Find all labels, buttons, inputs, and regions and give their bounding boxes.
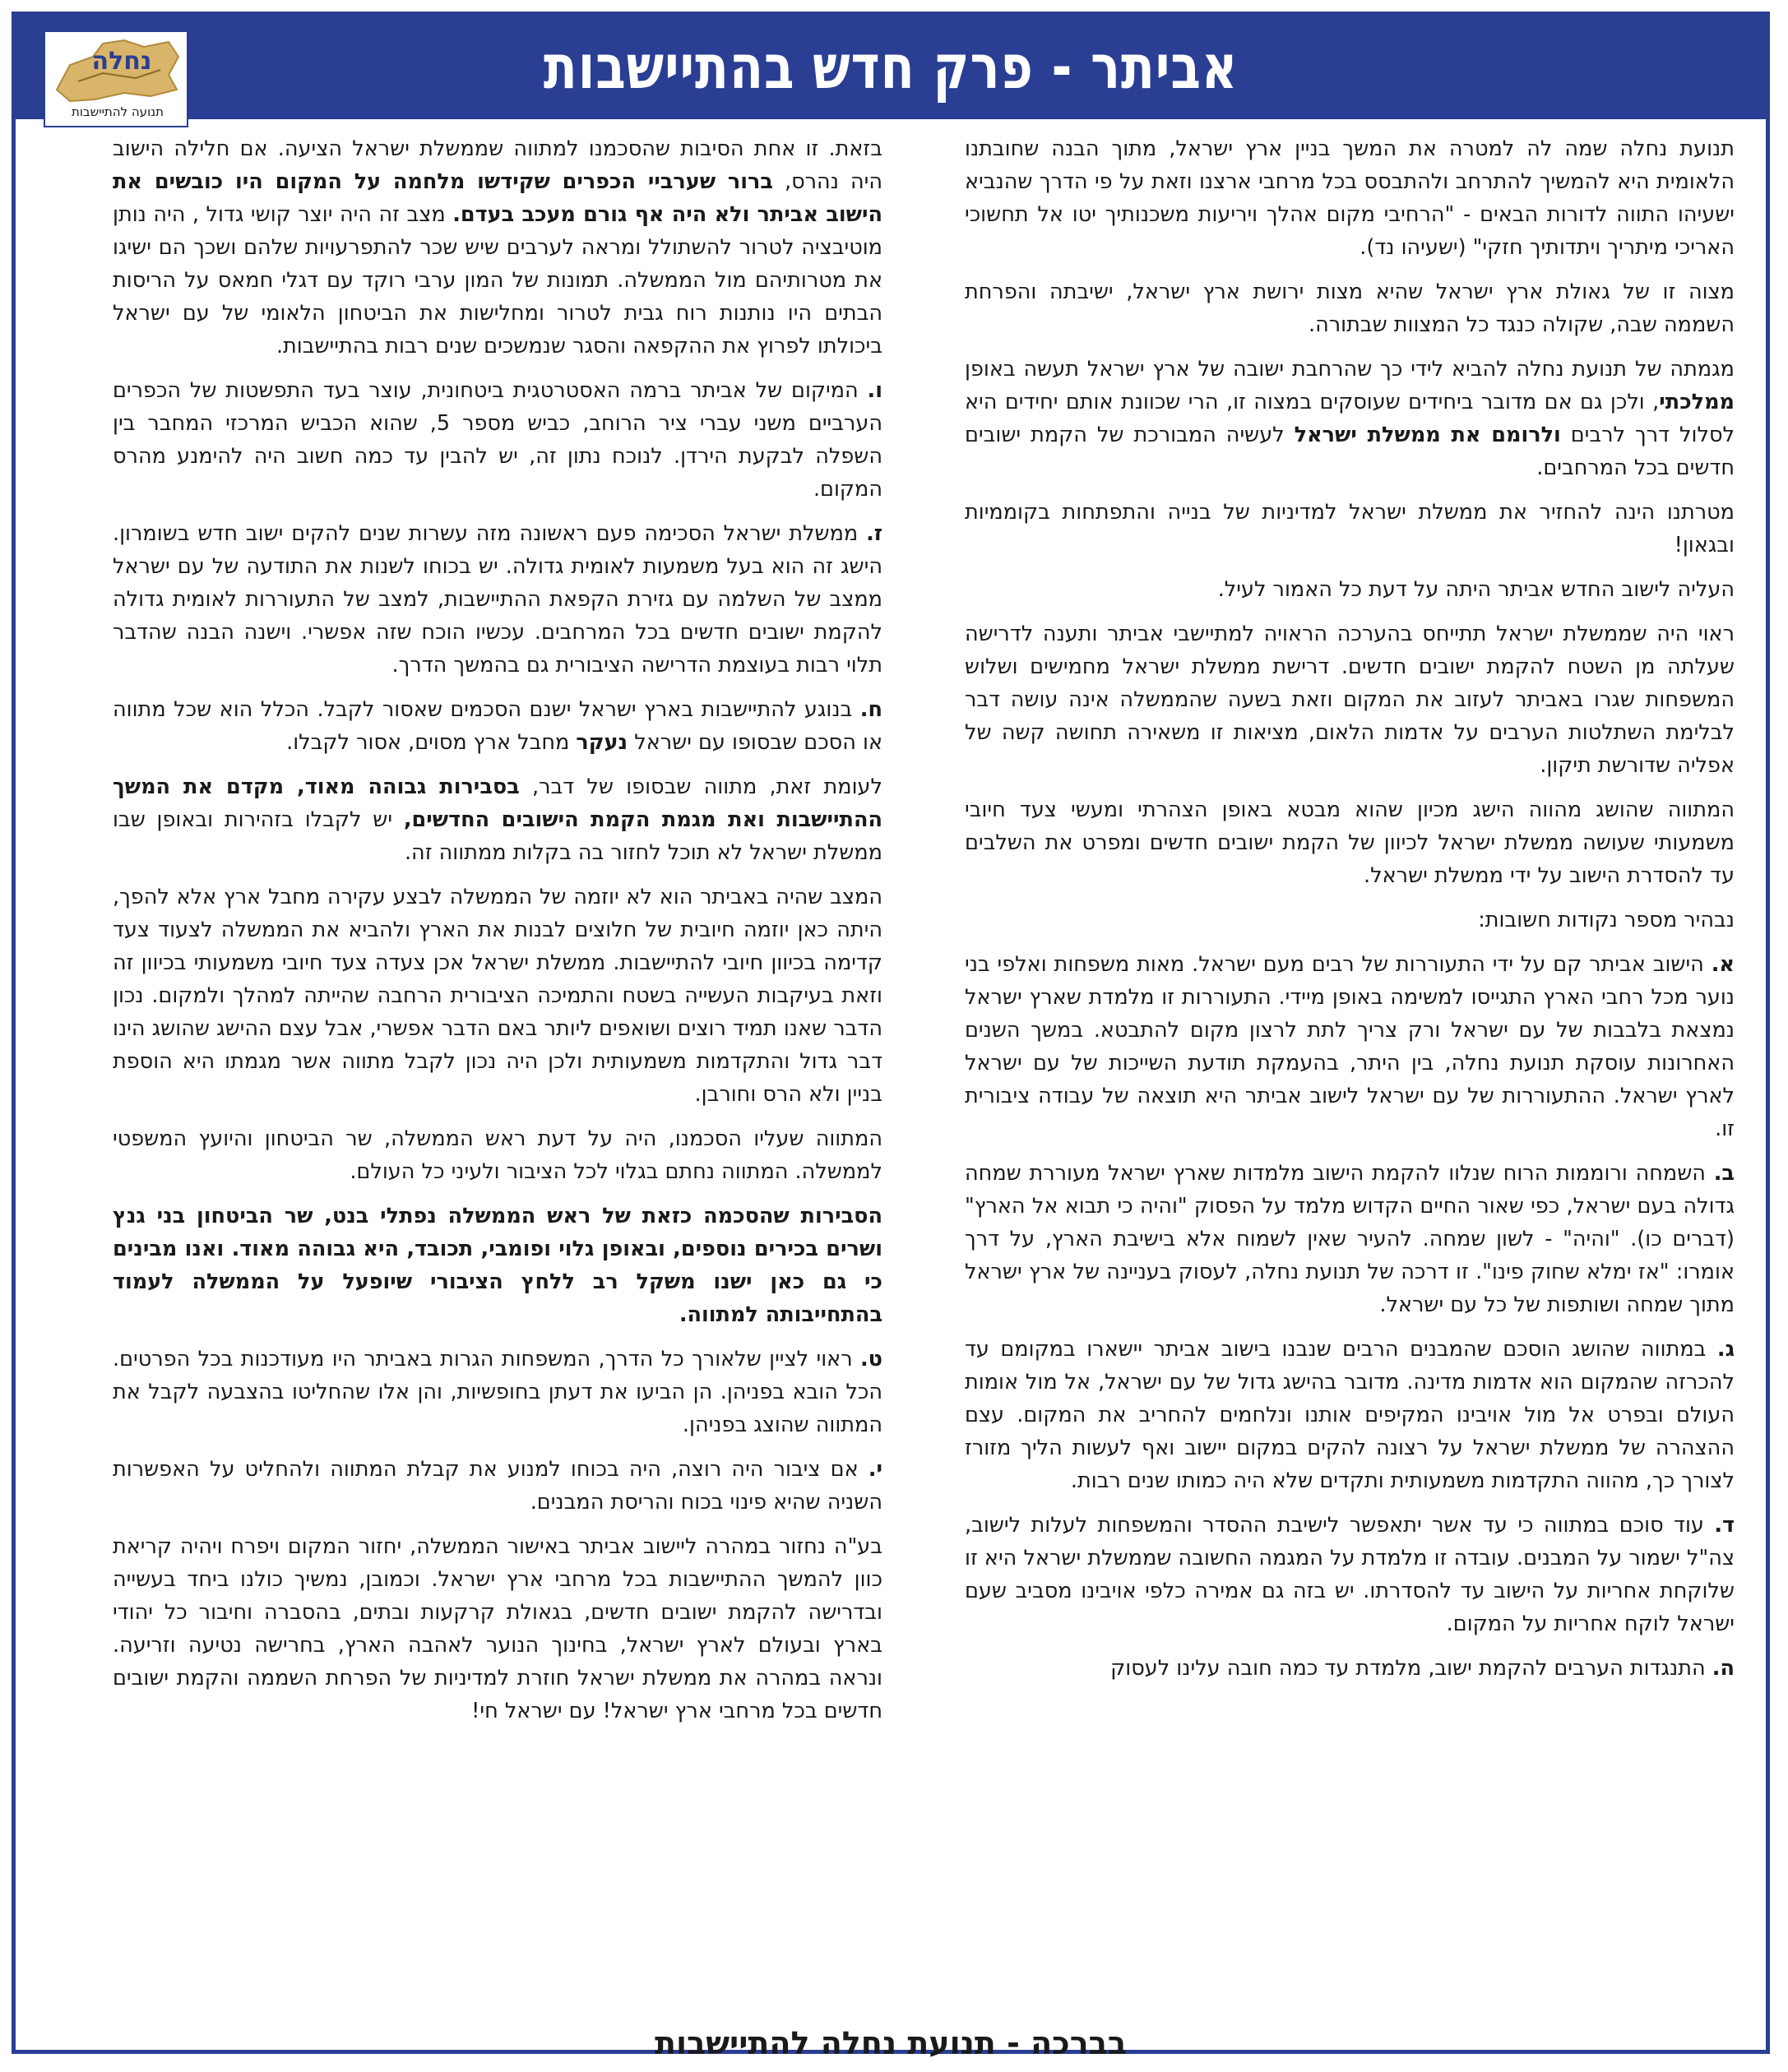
paragraph: מטרתנו הינה להחזיר את ממשלת ישראל למדיניות של בנייה והתפתחות בקוממיות ובגאון! (965, 500, 1735, 557)
text: מצב זה היה יוצר קושי גדול , היה נותן מוטיבציה לטרור להשתולל ומראה לערבים שיש שכר להתפרעויות שלהם ושכך הם ישיגו את מטרותיהם מול הממשלה. תמונות של המון ערבי רוקד עם דגלי חמאס על הריסות הבתים היו נותנות רוח גבית לטרור ומחלישות את הביטחון הלאומי של עם ישראל ביכולתו לפרוץ את ההקפאה והסגר שנמשכים שנים רבות בהתיישבות. (113, 202, 882, 358)
list-item (965, 1333, 1735, 1497)
item-text: ראוי לציין שלאורך כל הדרך, המשפחות הגרות באביתר היו מעודכנות בכל הפרטים. הכל הובא בפניהן. הן הביעו את דעתן בחופשיות, והן אלו שהחליטו בהצבעה לקבל את המתווה שהוצג בפניהן. (113, 1347, 882, 1437)
bold-text: ממלכתי (1659, 390, 1735, 414)
paragraph: המתווה שעליו הסכמנו, היה על דעת ראש הממשלה, שר הביטחון והיועץ המשפטי לממשלה. המתווה נחתם בגלוי לכל הציבור ולעיני כל העולם. (113, 1126, 882, 1184)
text: לעשיה המבורכת של הקמת ישובים חדשים בכל המרחבים. (965, 423, 1735, 480)
bold-text: נעקר (576, 730, 628, 755)
paragraph (113, 770, 882, 869)
paragraph (965, 353, 1735, 484)
title-banner (16, 16, 1766, 119)
article-body (113, 132, 1735, 1959)
paragraph: נבהיר מספר נקודות חשובות: (1478, 908, 1735, 932)
list-item (965, 948, 1735, 1145)
item-text: המיקום של אביתר ברמה האסטרטגית ביטחונית, עוצר בעד התפשטות של הכפרים הערביים משני עברי ציר הרוחב, כביש מספר 5, שהוא הכביש המרכזי המחבר בין השפלה לבקעת הירדן. לנוכח נתון זה, יש להבין עד כמה חשוב היה להימנע מהרס המקום. (113, 378, 882, 502)
item-text: התנגדות הערבים להקמת ישוב, מלמדת עד כמה חובה עלינו לעסוק (1110, 1656, 1712, 1681)
text: , ולכן גם אם מדובר ביחידים שעוסקים במצוה זו, הרי שכוונת אותם יחידים היא לסלול דרך לרבים (965, 390, 1735, 447)
bold-text: ברור שערביי הכפרים שקידשו מלחמה על המקום היו כובשים את הישוב אביתר ולא היה אף גורם מעכב בעדם. (113, 169, 882, 227)
item-letter: י. (868, 1457, 882, 1482)
text: יש לקבלו בזהירות ובאופן שבו ממשלת ישראל לא תוכל לחזור בה בקלות ממתווה זה. (113, 807, 882, 865)
list-item (113, 1343, 882, 1441)
nachala-logo (44, 30, 188, 127)
item-letter: ט. (859, 1347, 882, 1371)
logo-subtitle: תנועה להתיישבות (71, 104, 164, 119)
item-text: במתווה שהושג הוסכם שהמבנים הרבים שנבנו בישוב אביתר יישארו במקומם עד להכרזה שהמקום הוא אדמות מדינה. מדובר בהישג גדול של עם ישראל, אל מול אומות העולם ובפרט אל מול אויבינו המקיפים אותנו ונלחמים להחריב את המקום. עצם ההצהרה של ממשלת ישראל על רצונה להקים במקום יישוב ואף לעשות הליך מזורז לצורך כך, מהווה התקדמות משמעותית ותקדים שלא היה כמותו שנים רבות. (965, 1337, 1735, 1493)
list-item (113, 693, 882, 759)
logo-name: נחלה (91, 47, 152, 76)
item-text: ממשלת ישראל הסכימה פעם ראשונה מזה עשרות שנים להקים ישוב חדש בשומרון. הישג זה הוא בעל משמעות לאומית גדולה. יש בכוחו לשנות את התודעה של עם ישראל ממצב של השלמה עם גזירת הקפאת ההתיישבות, למצב של התעוררות לאומית גדולה להקמת ישובים חדשים בכל המרחבים. עכשיו הוכח שזה אפשרי. וישנה הבנה שהדבר תלוי רבות בעוצמת הדרישה הציבורית גם בהמשך הדרך. (113, 521, 882, 678)
paragraph: בע"ה נחזור במהרה ליישוב אביתר באישור הממשלה, יחזור המקום ויפרח ויהיה קריאת כוון להמשך ההתיישבות בכל מרחבי ארץ ישראל. וכמובן, נמשיך כולנו ביחד בעשייה ובדרישה להקמת ישובים חדשים, בגאולת קרקעות ובתים, בהסברה וחיבור כל יהודי בארץ ובעולם לארץ ישראל, בחינוך הנוער לאהבה הארץ, בחרישה נטיעה וזריעה. ונראה במהרה את ממשלת ישראל חוזרת למדיניות של הפרחת השממה והקמת ישובים חדשים בכל מרחבי ארץ ישראל! עם ישראל חי! (113, 1534, 882, 1723)
paragraph (113, 1200, 882, 1331)
text: בזאת. זו אחת הסיבות שהסכמנו למתווה שממשלת ישראל הציעה. אם חלילה הישוב היה נהרס, (113, 136, 882, 194)
left-column (113, 132, 882, 1959)
bold-text: הסבירות שהסכמה כזאת של ראש הממשלה נפתלי בנט, שר הביטחון בני גנץ ושרים בכירים נוספים, ובאופן גלוי ופומבי, תכובד, היא גבוהה מאוד. ואנו מבינים כי גם כאן ישנו משקל רב ללחץ הציבורי שיופעל על הממשלה לעמוד בהתחייבותה למתווה. (113, 1204, 882, 1327)
bold-text: בסבירות גבוהה מאוד, מקדם את המשך ההתיישבות ואת מגמת הקמת הישובים החדשים, (113, 775, 882, 832)
bold-text: ולרומם את ממשלת ישראל (1294, 423, 1561, 447)
list-item (965, 1652, 1735, 1685)
item-letter: ה. (1712, 1656, 1735, 1681)
item-letter: א. (1711, 952, 1735, 977)
item-text: אם ציבור היה רוצה, היה בכוחו למנוע את קבלת המתווה ולהחליט על האפשרות השניה שהיא פינוי בכוח והריסת המבנים. (113, 1457, 882, 1515)
list-item (965, 1509, 1735, 1640)
paragraph: תנועת נחלה שמה לה למטרה את המשך בניין ארץ ישראל, מתוך הבנה שחובתנו הלאומית היא להמשיך להתרחב ולהתבסס בכל מרחבי ארצנו וזאת על פי הדרך שהנביא ישעיהו התווה לדורות הבאים - "הרחיבי מקום אהלך ויריעות משכנותיך יטו אל תחשוכי האריכי מיתריך ויתדותיך חזקי" (ישעיהו נד). (965, 136, 1735, 260)
paragraph: המתווה שהושג מהווה הישג מכיון שהוא מבטא באופן הצהרתי ומעשי צעד חיובי משמעותי שעושה ממשלת ישראל לכיוון של הקמת ישובים חדשים ומפרט את השלבים עד להסדרת הישוב על ידי ממשלת ישראל. (965, 798, 1735, 888)
list-item (113, 374, 882, 506)
signature-footer: בברכה - תנועת נחלה להתיישבות (655, 2025, 1127, 2061)
text: מגמתה של תנועת נחלה להביא לידי כך שהרחבת ישובה של ארץ ישראל תעשה באופן (965, 357, 1735, 382)
item-letter: ג. (1716, 1337, 1735, 1362)
list-item (965, 1157, 1735, 1321)
paragraph (113, 132, 882, 363)
item-text: עוד סוכם במתווה כי עד אשר יתאפשר לישיבת ההסדר והמשפחות לעלות לישוב, צה"ל ישמור על המבנים. עובדה זו מלמדת על המגמה החשובה שממשלת ישראל היא זו שלוקחת אחריות על הישוב עד להסדרתו. יש בזה גם אמירה כלפי אויבינו מסביב שעם ישראל לוקח אחריות על המקום. (965, 1513, 1735, 1636)
paragraph: ראוי היה שממשלת ישראל תתייחס בהערכה הראויה למתיישבי אביתר ותענה לדרישה שעלתה מן השטח להקמת ישובים חדשים. דרישת ממשלת ישראל מחמישים ושלוש המשפחות שגרו באביתר לעזוב את המקום וזאת בשעה שהממשלה אינה עושה דבר לבלימת השתלטות הערבים על אדמות הלאום, מציאות זו משאירה תחושה קשה של אפליה שדורשת תיקון. (965, 622, 1735, 778)
text: לעומת זאת, מתווה שבסופו של דבר, (519, 775, 882, 799)
page-frame (12, 12, 1770, 2061)
page-title: אביתר - פרק חדש בהתיישבות (543, 32, 1239, 103)
item-letter: ו. (867, 378, 882, 403)
paragraph: העליה לישוב החדש אביתר היתה על דעת כל האמור לעיל. (1217, 577, 1735, 602)
item-letter: ב. (1713, 1161, 1735, 1186)
right-column (965, 132, 1735, 1959)
item-letter: ד. (1714, 1513, 1735, 1538)
list-item (113, 517, 882, 682)
text: מחבל ארץ מסוים, אסור לקבלו. (286, 730, 577, 755)
item-text: הישוב אביתר קם על ידי התעוררות של רבים מעם ישראל. מאות משפחות ואלפי בני נוער מכל רחבי הארץ התגייסו למשימה באופן מיידי. התעוררות זו מלמדת שארץ ישראל נמצאת בלבבות של עם ישראל ורק צריך לתת לרצון מקום להתבטא. במשך השנים האחרונות עוסקת תנועת נחלה, בין היתר, בהעמקת תודעת השייכות של עם ישראל לארץ ישראל. ההתעוררות של עם ישראל לישוב אביתר היא תוצאה של עבודה ציבורית זו. (965, 952, 1735, 1141)
paragraph: המצב שהיה באביתר הוא לא יוזמה של הממשלה לבצע עקירה מחבל ארץ אלא להפך, היתה כאן יוזמה חיובית של חלוצים לבנות את הארץ ולהביא את הממשלה לצעוד צעד קדימה בכיוון חיובי להתיישבות. ממשלת ישראל אכן צעדה צעד חיובי משמעותי בכיוון זה וזאת בעיקבות העשייה בשטח והתמיכה הציבורית הרחבה שהייתה למהלך ולמקום. נכון הדבר שאנו תמיד רוצים ושואפים ליותר באם הדבר אפשרי, אבל עצם ההישג שהושג הינו דבר גדול והתקדמות משמעותית ולכן היה נכון לקבל מתווה אשר מגמתו היא הוספת בניין ולא הרס וחורבן. (113, 885, 882, 1107)
item-letter: ז. (866, 521, 882, 546)
item-text: השמחה ורוממות הרוח שנלוו להקמת הישוב מלמדות שארץ ישראל מעוררת שמחה גדולה בעם ישראל, כפי שאור החיים הקדוש מלמד על הפסוק "והיה כי תבוא אל הארץ" (דברים כו). "והיה" - לשון שמחה. להעיר שאין לשמוח אלא בישיבת הארץ, על דרך אומרו: "אז ימלא שחוק פינו". זו דרכה של תנועת נחלה, לעסוק בעניינה של ארץ ישראל מתוך שמחה ושותפות של כל עם ישראל. (965, 1161, 1735, 1317)
paragraph: מצוה זו של גאולת ארץ ישראל שהיא מצות ירושת ארץ ישראל, ישיבתה והפרחת השממה שבה, שקולה כנגד כל המצוות שבתורה. (965, 280, 1735, 337)
item-letter: ח. (859, 697, 882, 722)
text: בנוגע להתיישבות בארץ ישראל ישנם הסכמים שאסור לקבל. הכלל הוא שכל מתווה או הסכם שבסופו עם ישראל (113, 697, 882, 755)
list-item (113, 1453, 882, 1519)
